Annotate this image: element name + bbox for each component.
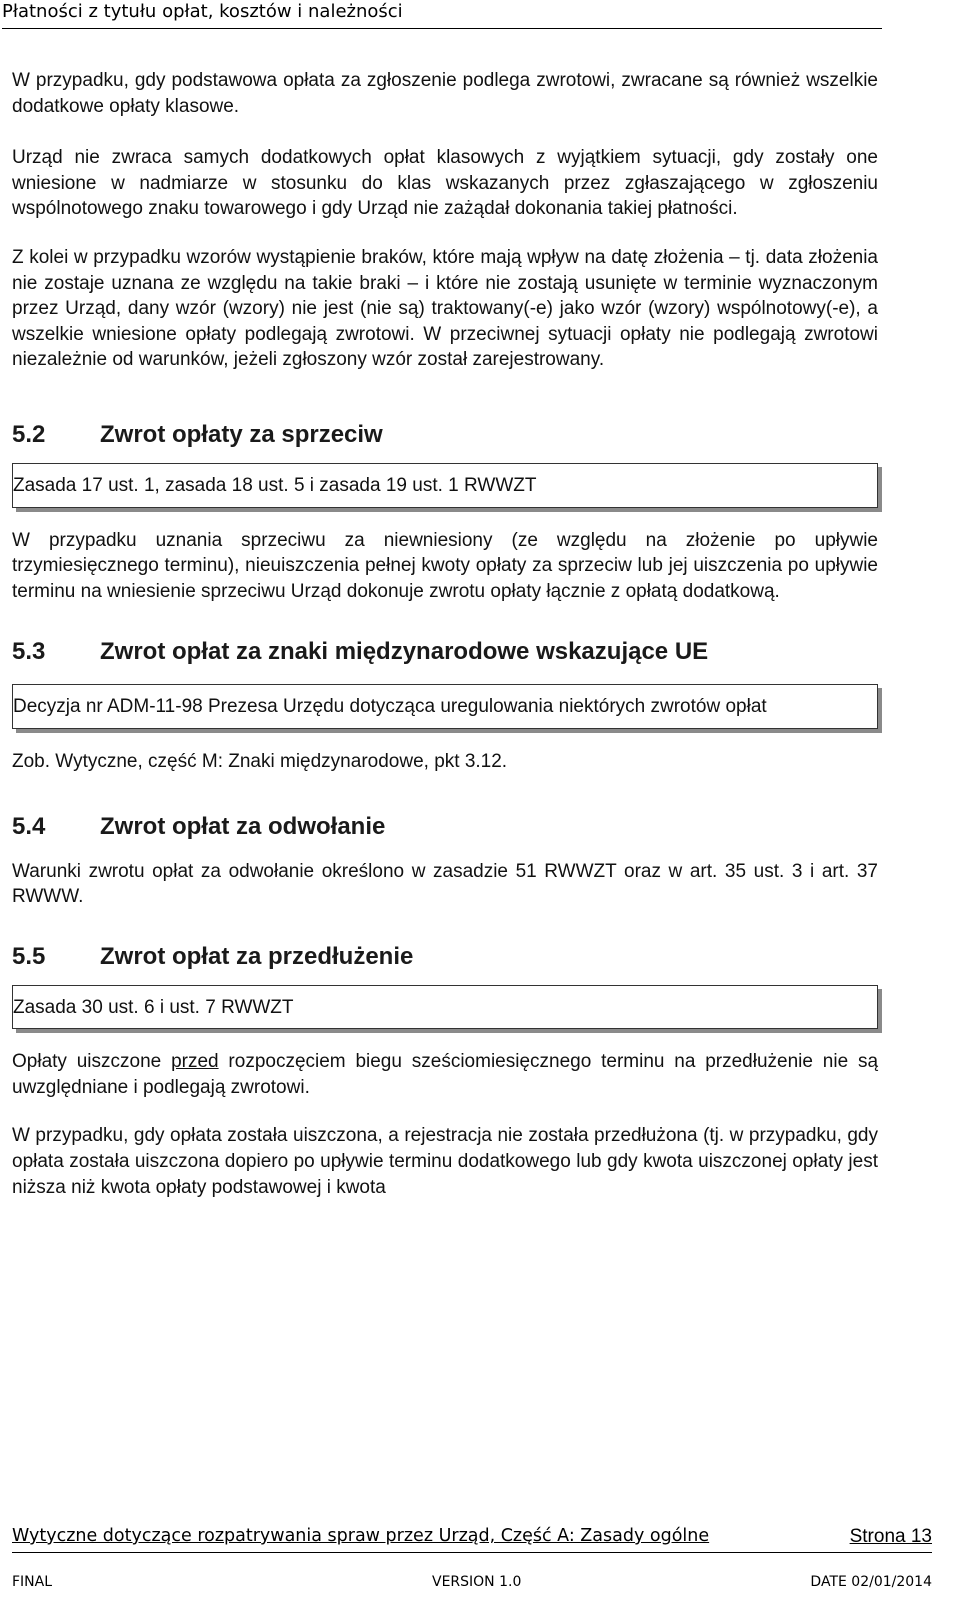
page-header <box>2 0 882 29</box>
page-footer <box>12 1526 932 1553</box>
section-heading-5-4 <box>12 813 878 841</box>
section-heading-5-3 <box>12 638 878 666</box>
text-fragment: Opłaty uiszczone <box>12 1051 162 1073</box>
underlined-word: przed <box>171 1051 219 1073</box>
legal-basis-text: Decyzja nr ADM-11-98 Prezesa Urzędu dotycząca uregulowania niektórych zwrotów opłat <box>13 696 767 718</box>
page-number: Strona 13 <box>849 1526 932 1547</box>
legal-basis-text: Zasada 30 ust. 6 i ust. 7 RWWZT <box>13 996 294 1018</box>
paragraph-renewal-not-done: W przypadku, gdy opłata została uiszczona, a rejestracja nie została przedłużona (tj. w przypadku, gdy opłata została uiszczona dopiero po upływie terminu dodatkowego lub gdy kwota uiszczonej opłaty jest niższa niż kwota opłaty podstawowej i kwota <box>12 1125 878 1198</box>
paragraph-appeal-refund: Warunki zwrotu opłat za odwołanie określono w zasadzie 51 RWWZT oraz w art. 35 ust. 3 i art. 37 RWWW. <box>12 860 878 908</box>
section-title: Zwrot opłaty za sprzeciw <box>100 420 383 448</box>
paragraph-designs-deficiencies: Z kolei w przypadku wzorów wystąpienie braków, które mają wpływ na datę złożenia – tj. data złożenia nie zostaje uznana ze względu na takie braki – i które nie zostają usunięte w terminie wyznaczonym przez Urząd, dany wzór (wzory) nie jest (nie są) traktowany(-e) jako wzór (wzory) wspólnotowy(-e), a wszelkie wniesione opłaty podlegają zwrotowi. W przeciwnej sytuacji opłaty nie podlegają zwrotowi niezależnie od warunków, jeżeli zgłoszony wzór został zarejestrowany. <box>12 246 878 371</box>
section-heading-5-2 <box>12 421 878 449</box>
section-number: 5.3 <box>12 638 46 666</box>
text-fragment: rozpoczęciem biegu sześciomiesięcznego terminu na przedłużenie nie są uwzględniane i podlegają zwrotowi. <box>12 1051 879 1098</box>
header-title: Płatności z tytułu opłat, kosztów i należności <box>2 1 403 22</box>
footer-document-title: Wytyczne dotyczące rozpatrywania spraw przez Urząd, Część A: Zasady ogólne <box>12 1526 710 1546</box>
paragraph-class-fees-refund: Urząd nie zwraca samych dodatkowych opłat klasowych z wyjątkiem sytuacji, gdy zostały one wniesione w nadmiarze w stosunku do klas wskazanych przez zgłaszającego w zgłoszeniu wspólnotowego znaku towarowego i gdy Urząd nie zażądał dokonania takiej płatności. <box>12 147 878 220</box>
section-number: 5.4 <box>12 812 46 840</box>
legal-basis-box <box>12 985 878 1030</box>
document-version: VERSION 1.0 <box>432 1574 522 1590</box>
section-number: 5.5 <box>12 942 46 970</box>
section-title: Zwrot opłat za odwołanie <box>100 812 386 840</box>
legal-basis-text: Zasada 17 ust. 1, zasada 18 ust. 5 i zasada 19 ust. 1 RWWZT <box>13 474 537 496</box>
section-title: Zwrot opłat za przedłużenie <box>100 942 414 970</box>
document-body <box>12 68 878 1200</box>
paragraph-opposition-refund: W przypadku uznania sprzeciwu za niewniesiony (ze względu na złożenie po upływie trzymiesięcznego terminu), nieuiszczenia pełnej kwoty opłaty za sprzeciw lub jej uiszczenia po upływie terminu na wniesienie sprzeciwu Urząd dokonuje zwrotu opłaty łącznie z opłatą dodatkową. <box>12 529 878 602</box>
section-title: Zwrot opłat za znaki międzynarodowe wskazujące UE <box>100 638 709 666</box>
document-date: DATE 02/01/2014 <box>810 1574 932 1590</box>
section-heading-5-5 <box>12 943 878 971</box>
document-status: FINAL <box>12 1574 53 1590</box>
legal-basis-box <box>12 463 878 508</box>
paragraph-international-marks: Zob. Wytyczne, część M: Znaki międzynarodowe, pkt 3.12. <box>12 750 508 772</box>
section-number: 5.2 <box>12 420 46 448</box>
paragraph-additional-class-fees: W przypadku, gdy podstawowa opłata za zgłoszenie podlega zwrotowi, zwracane są również wszelkie dodatkowe opłaty klasowe. <box>12 70 878 117</box>
legal-basis-box <box>12 684 878 729</box>
paragraph-renewal-early-payment <box>12 1049 878 1100</box>
